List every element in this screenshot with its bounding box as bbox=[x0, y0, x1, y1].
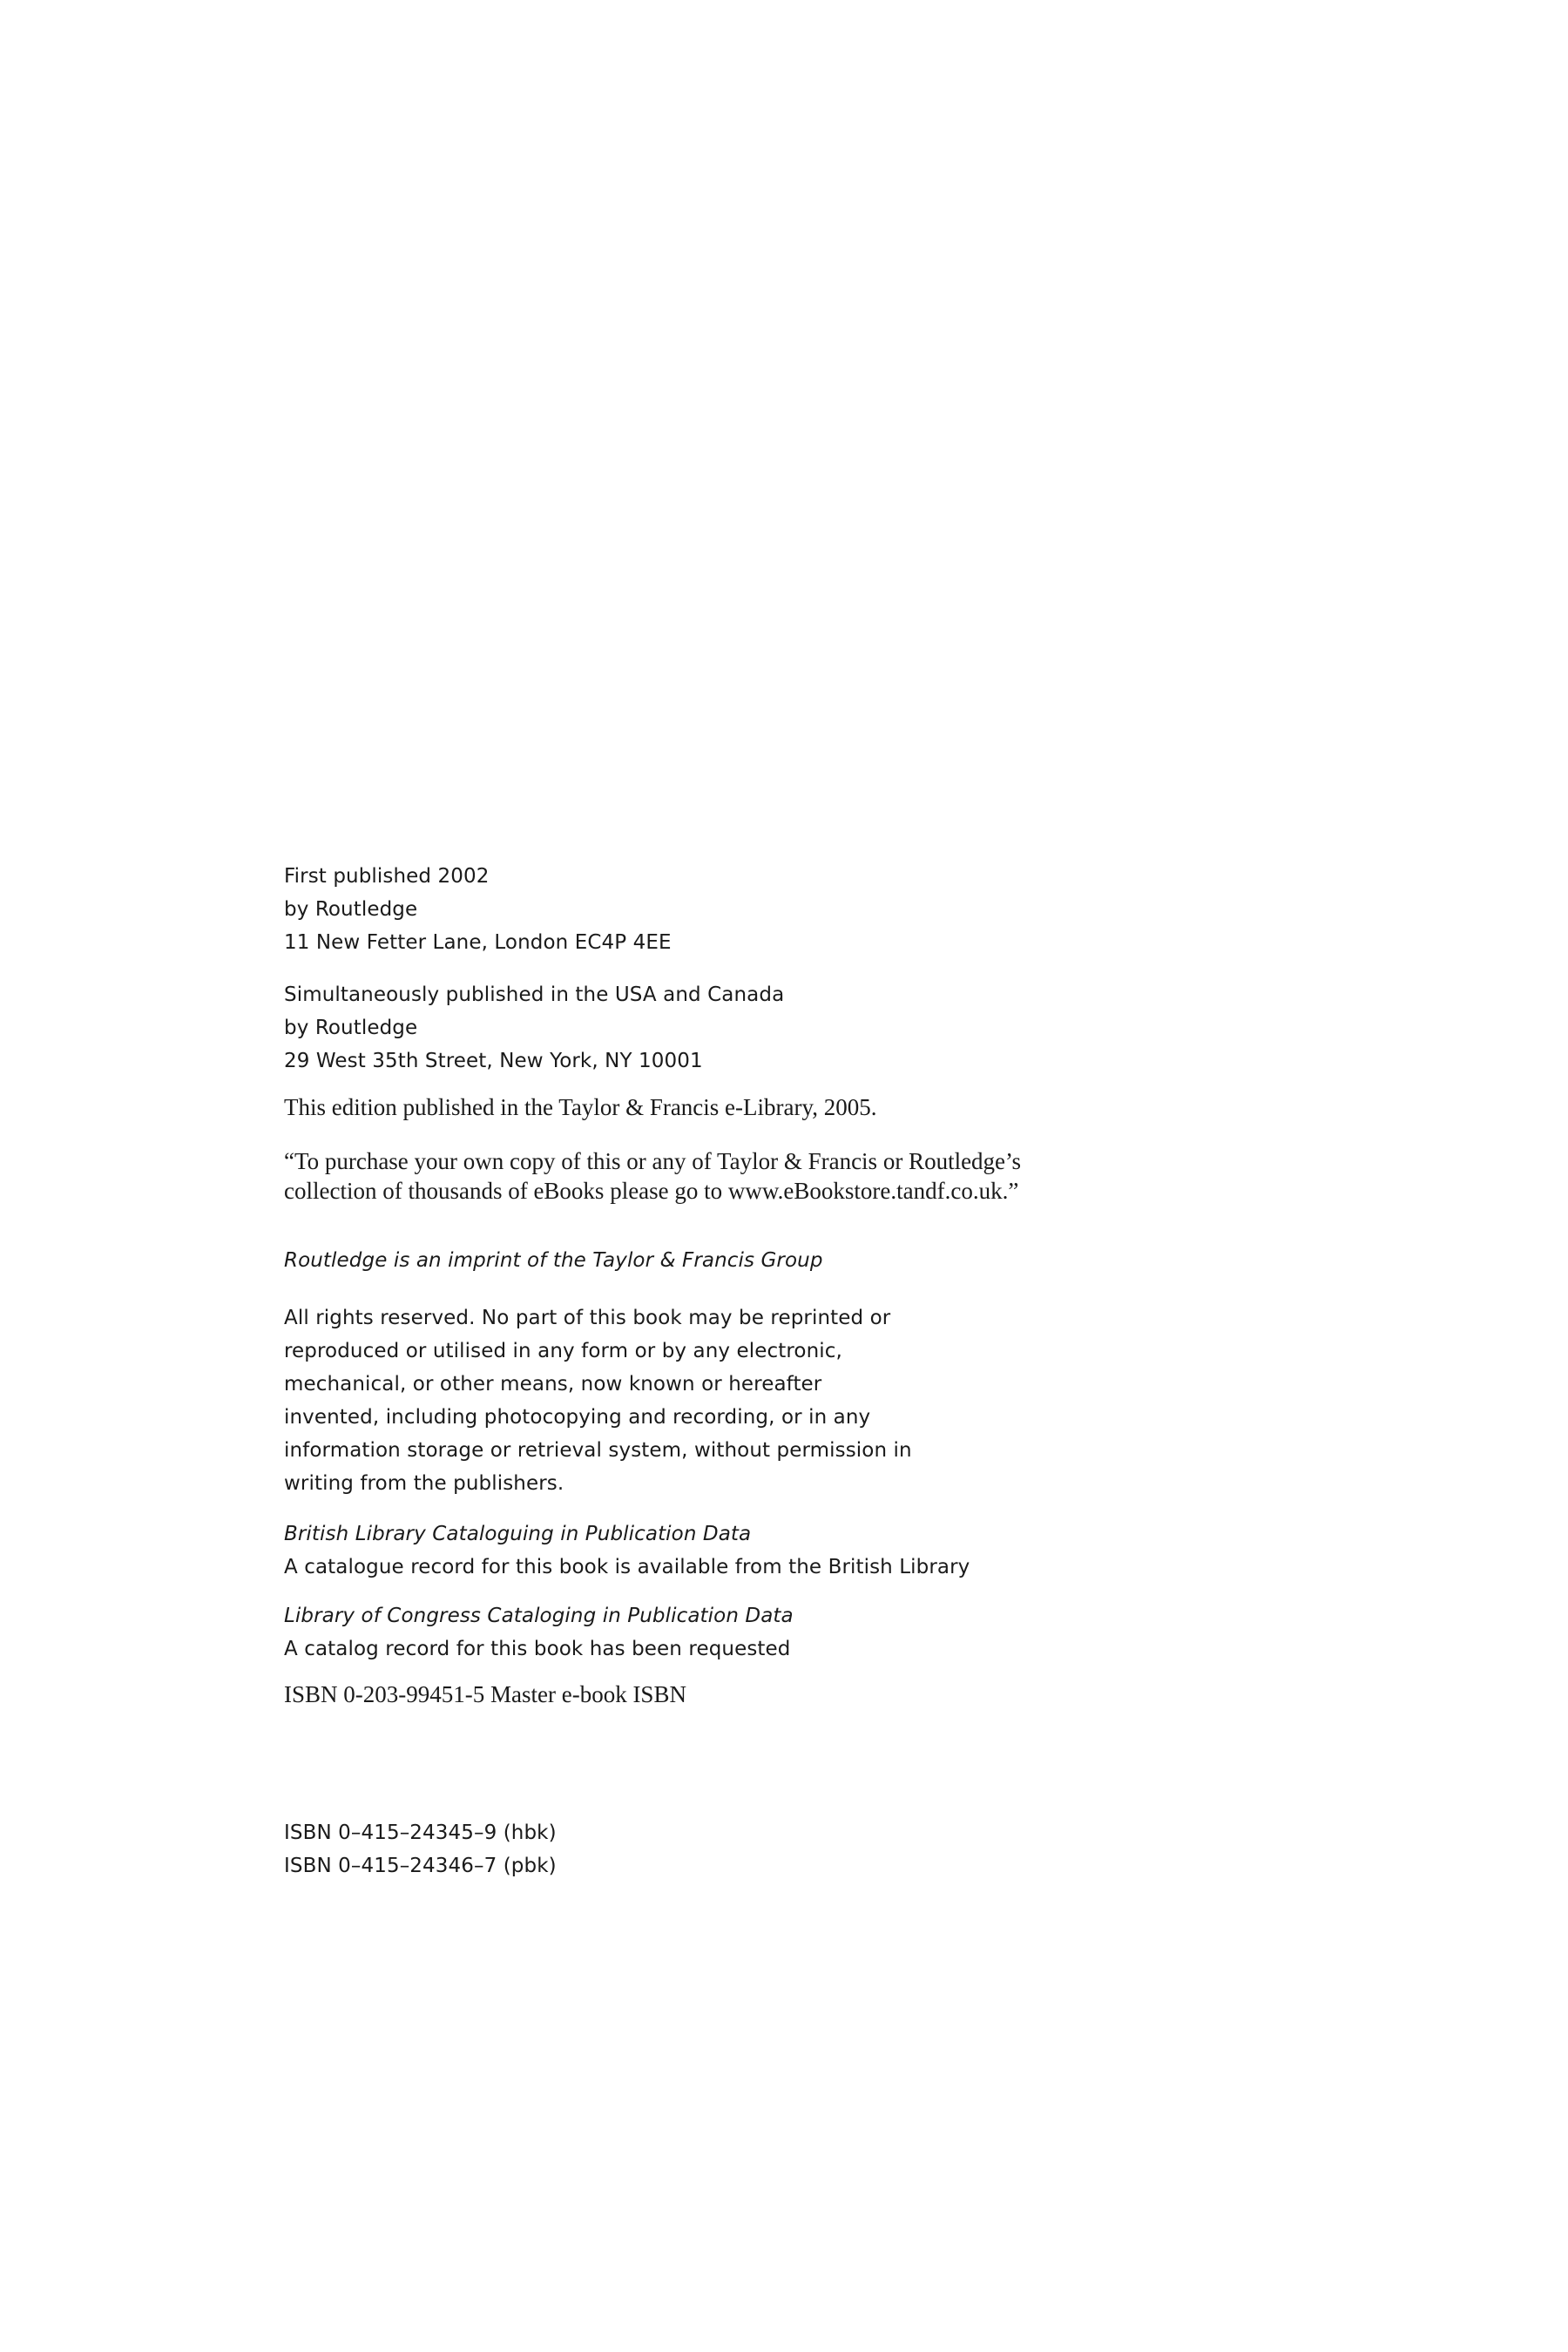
rights-line: information storage or retrieval system, without permission in bbox=[284, 1439, 912, 1462]
rights-line: All rights reserved. No part of this book may be reprinted or bbox=[284, 1307, 891, 1329]
library-of-congress-heading: Library of Congress Cataloging in Publication Data bbox=[284, 1605, 794, 1627]
british-library-text: A catalogue record for this book is available from the British Library bbox=[284, 1556, 970, 1578]
library-of-congress-block bbox=[284, 1599, 1329, 1666]
rights-line: reproduced or utilised in any form or by any electronic, bbox=[284, 1340, 842, 1362]
rights-line: writing from the publishers. bbox=[284, 1472, 564, 1495]
usa-canada-block bbox=[284, 978, 1329, 1078]
british-library-block bbox=[284, 1517, 1329, 1584]
london-address: 11 New Fetter Lane, London EC4P 4EE bbox=[284, 931, 672, 954]
imprint-block bbox=[284, 1244, 1329, 1277]
rights-line: invented, including photocopying and recording, or in any bbox=[284, 1406, 871, 1429]
isbn-hbk-text: ISBN 0–415–24345–9 (hbk) bbox=[284, 1821, 557, 1844]
british-library-heading: British Library Cataloguing in Publication Data bbox=[284, 1523, 752, 1545]
simultaneous-publication-text: Simultaneously published in the USA and Canada bbox=[284, 983, 785, 1006]
elibrary-edition-note bbox=[284, 1092, 1329, 1122]
publisher-by-line: by Routledge bbox=[284, 898, 418, 921]
usa-by-line: by Routledge bbox=[284, 1017, 418, 1039]
first-publication-block bbox=[284, 860, 1329, 959]
print-isbn-block bbox=[284, 1816, 1329, 1882]
master-isbn-text: ISBN 0-203-99451-5 Master e-book ISBN bbox=[284, 1681, 686, 1707]
edition-note-text: This edition published in the Taylor & Francis e-Library, 2005. bbox=[284, 1094, 877, 1120]
master-isbn-block bbox=[284, 1680, 1329, 1709]
rights-line: mechanical, or other means, now known or hereafter bbox=[284, 1373, 822, 1396]
new-york-address: 29 West 35th Street, New York, NY 10001 bbox=[284, 1050, 703, 1072]
purchase-note-line-1: “To purchase your own copy of this or any of Taylor & Francis or Routledge’s bbox=[284, 1148, 1022, 1174]
first-published-text: First published 2002 bbox=[284, 865, 490, 888]
isbn-pbk-text: ISBN 0–415–24346–7 (pbk) bbox=[284, 1855, 557, 1877]
rights-block bbox=[284, 1301, 1329, 1500]
imprint-text: Routledge is an imprint of the Taylor & Francis Group bbox=[284, 1249, 823, 1272]
purchase-note-block bbox=[284, 1146, 1329, 1206]
library-of-congress-text: A catalog record for this book has been requested bbox=[284, 1638, 791, 1660]
purchase-note-line-2: collection of thousands of eBooks please go to www.eBookstore.tandf.co.uk.” bbox=[284, 1178, 1019, 1204]
